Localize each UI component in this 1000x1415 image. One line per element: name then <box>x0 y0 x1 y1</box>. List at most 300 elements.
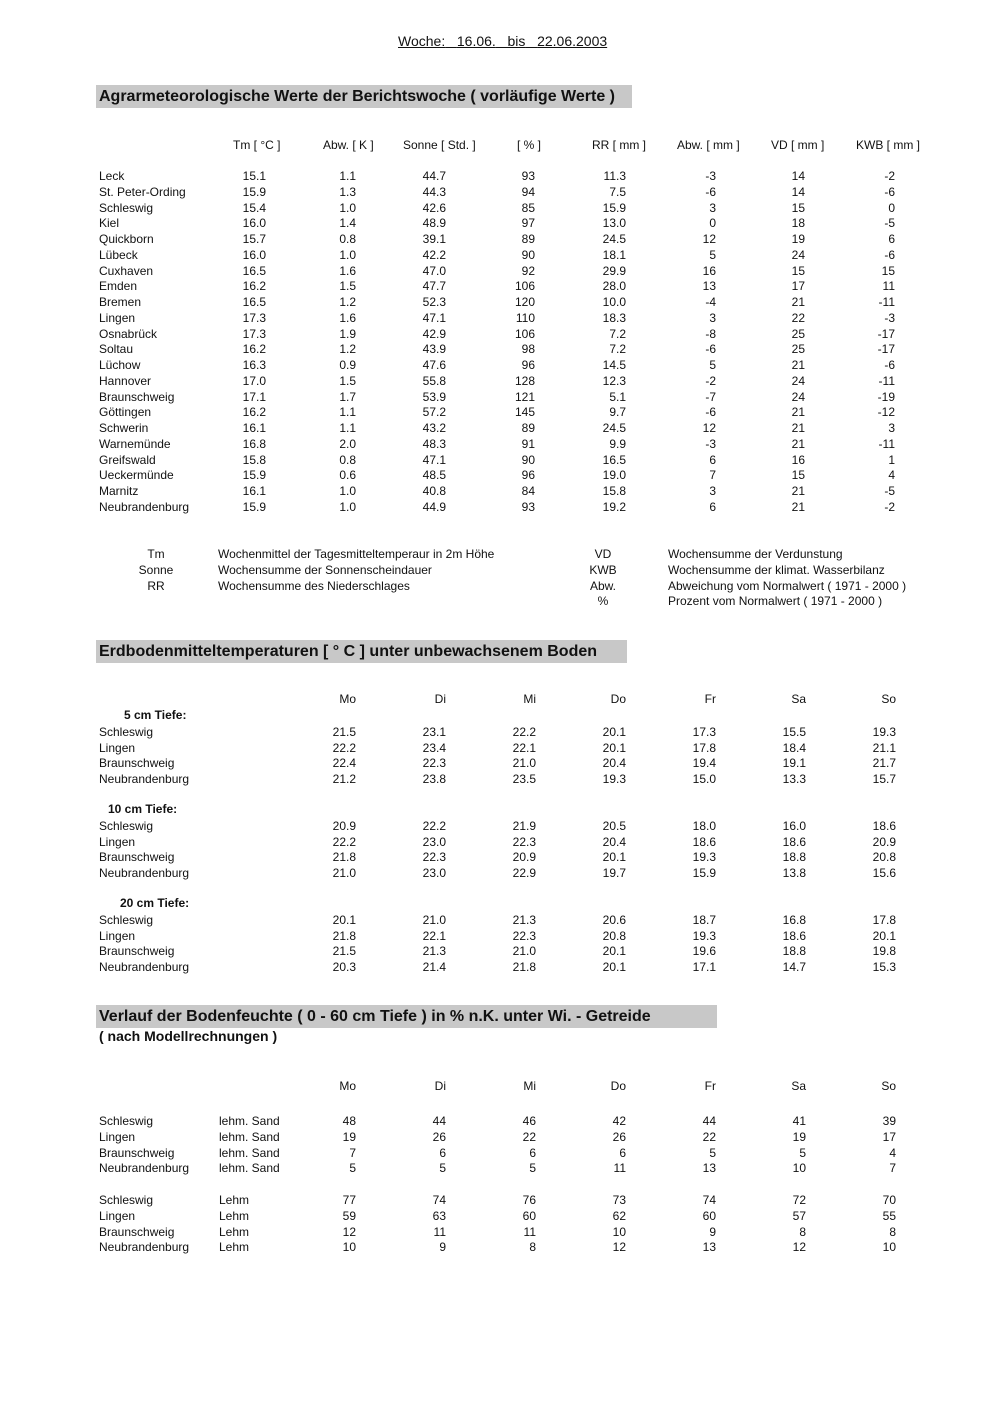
table-cell: 47.0 <box>422 263 446 278</box>
table-cell: 6 <box>709 499 716 514</box>
table-cell: 17 <box>791 279 805 294</box>
table-cell: 17.3 <box>242 326 266 341</box>
table-cell: 15 <box>791 468 805 483</box>
table-cell: 16.0 <box>242 247 266 262</box>
table-cell: 60 <box>702 1208 716 1223</box>
table-row <box>0 467 1000 483</box>
table-cell: 0.6 <box>339 468 356 483</box>
table-cell: 90 <box>521 452 535 467</box>
table-cell: 21 <box>791 295 805 309</box>
day-header: Do <box>610 1079 626 1093</box>
table-row <box>0 499 1000 515</box>
table-cell: 9 <box>709 1224 716 1239</box>
legend-abbr: Tm <box>147 547 165 561</box>
table-cell: -2 <box>884 499 895 514</box>
table-row <box>0 943 1000 959</box>
table-cell: 5 <box>709 1145 716 1160</box>
station-name: Braunschweig <box>99 1224 175 1239</box>
column-header: [ % ] <box>517 138 542 152</box>
table-cell: 21 <box>791 421 805 435</box>
day-header: Sa <box>791 1079 806 1093</box>
table-cell: 1.1 <box>339 421 356 435</box>
table-cell: 16.8 <box>782 912 806 927</box>
table-cell: 60 <box>522 1208 536 1223</box>
table-cell: 74 <box>432 1193 446 1207</box>
table-cell: 1.2 <box>339 342 356 357</box>
table-cell: 42.9 <box>422 326 446 341</box>
column-header: Tm [ °C ] <box>233 138 281 152</box>
table-cell: 18.8 <box>782 850 806 865</box>
table-cell: 19.3 <box>692 928 716 943</box>
table-cell: 24.5 <box>602 232 626 246</box>
soil-type: lehm. Sand <box>219 1145 280 1160</box>
table-cell: -17 <box>877 342 895 357</box>
table-row <box>0 247 1000 263</box>
table-cell: 18.8 <box>782 944 806 959</box>
table-cell: 21 <box>791 405 805 420</box>
table-cell: 17.3 <box>692 724 716 739</box>
table-cell: 22.3 <box>422 756 446 771</box>
table-cell: 6 <box>709 452 716 467</box>
table-cell: 21.0 <box>422 912 446 927</box>
table-cell: -11 <box>878 373 895 388</box>
table-cell: -3 <box>705 436 716 451</box>
table-cell: 15.9 <box>602 200 626 215</box>
table-cell: 53.9 <box>422 389 446 404</box>
table-cell: 8 <box>529 1240 536 1255</box>
table-cell: 20.4 <box>602 834 626 849</box>
table-cell: 7.5 <box>609 184 626 199</box>
soil-type: Lehm <box>219 1240 250 1255</box>
table-cell: 22.2 <box>332 834 356 849</box>
table-cell: 85 <box>521 200 535 215</box>
table-cell: 41 <box>792 1114 806 1128</box>
table-row <box>0 215 1000 231</box>
table-cell: 18.4 <box>782 740 806 755</box>
table-row <box>0 436 1000 452</box>
table-cell: 4 <box>888 468 895 483</box>
table-cell: 21.4 <box>422 960 446 974</box>
legend-abbr: RR <box>147 578 165 593</box>
table-cell: 16.2 <box>242 405 266 420</box>
table-cell: 7 <box>349 1145 356 1160</box>
table-cell: 4 <box>889 1145 896 1160</box>
table-cell: 40.8 <box>422 484 446 498</box>
table-row <box>0 740 1000 756</box>
table-cell: 11.3 <box>603 169 626 183</box>
table-cell: 89 <box>521 421 535 435</box>
table-cell: 16.0 <box>242 216 266 231</box>
table-row <box>0 834 1000 850</box>
table-cell: 22 <box>702 1129 716 1144</box>
table-cell: 15.8 <box>242 452 266 467</box>
table-cell: 22.3 <box>512 928 536 943</box>
table-cell: 39.1 <box>422 232 446 246</box>
table-cell: 12.3 <box>602 373 626 388</box>
day-header: Mi <box>523 1079 536 1093</box>
table-cell: 19.0 <box>602 468 626 483</box>
table-cell: 26 <box>612 1129 626 1144</box>
table-cell: 19.2 <box>602 499 626 514</box>
table-cell: 59 <box>342 1208 356 1223</box>
station-name: Braunschweig <box>99 944 175 959</box>
table-cell: 17.1 <box>692 960 716 974</box>
table-row <box>0 724 1000 740</box>
station-name: Warnemünde <box>99 436 171 451</box>
table-cell: 21.8 <box>512 960 536 974</box>
table-cell: 20.1 <box>602 724 626 739</box>
day-header: Fr <box>704 1079 716 1093</box>
table-cell: 13.0 <box>602 216 626 231</box>
table-cell: 120 <box>514 295 535 309</box>
table-cell: 20.1 <box>602 960 626 974</box>
table-cell: 12 <box>702 421 716 435</box>
table-cell: 5 <box>799 1145 806 1160</box>
table-cell: -8 <box>705 326 716 341</box>
table-cell: -5 <box>884 484 895 498</box>
table-cell: -6 <box>705 405 716 420</box>
legend-text: Wochensumme der klimat. Wasserbilanz <box>668 562 885 577</box>
table-cell: 20.6 <box>602 912 626 927</box>
station-name: Greifswald <box>99 452 156 467</box>
legend-text: Wochensumme des Niederschlages <box>218 578 410 593</box>
table-cell: 14 <box>791 169 805 183</box>
station-name: Osnabrück <box>99 326 158 341</box>
column-header: RR [ mm ] <box>592 138 646 152</box>
table-cell: -4 <box>705 295 716 309</box>
table-cell: 21.7 <box>872 756 896 771</box>
section2-title: Erdbodenmitteltemperaturen [ ° C ] unter unbewachsenem Boden <box>96 640 627 663</box>
table-cell: 20.9 <box>332 818 356 833</box>
table-cell: 18.6 <box>692 834 716 849</box>
table-cell: 7.2 <box>609 342 626 357</box>
table-cell: 16.2 <box>242 342 266 357</box>
day-header: Mo <box>339 1079 356 1093</box>
table-cell: 89 <box>521 232 535 246</box>
table-cell: 1.5 <box>339 373 356 388</box>
station-name: Neubrandenburg <box>99 1161 190 1176</box>
day-header: Fr <box>704 692 716 706</box>
section3-title: Verlauf der Bodenfeuchte ( 0 - 60 cm Tiefe ) in % n.K. unter Wi. - Getreide <box>96 1005 717 1028</box>
legend-abbr: VD <box>594 547 612 561</box>
station-name: Lingen <box>99 1129 136 1144</box>
table-cell: 10 <box>882 1240 896 1255</box>
station-name: Emden <box>99 279 138 294</box>
table-cell: 16.2 <box>242 279 266 294</box>
legend-text: Wochensumme der Verdunstung <box>668 547 843 561</box>
table-cell: 92 <box>521 263 535 278</box>
column-header: Abw. [ mm ] <box>677 138 740 152</box>
table-cell: 5 <box>439 1161 446 1176</box>
soil-type: lehm. Sand <box>219 1114 280 1128</box>
station-name: Lingen <box>99 1208 136 1223</box>
table-cell: 1.3 <box>339 184 356 199</box>
table-cell: 22.2 <box>332 740 356 755</box>
day-header: Di <box>434 692 446 706</box>
table-row <box>0 184 1000 200</box>
table-cell: 70 <box>882 1193 896 1207</box>
table-cell: 6 <box>888 232 895 246</box>
legend-text: Prozent vom Normalwert ( 1971 - 2000 ) <box>668 594 883 609</box>
table-cell: 1.1 <box>339 169 356 183</box>
table-cell: 16.1 <box>242 421 266 435</box>
table-cell: 16.5 <box>242 295 266 309</box>
table-cell: 1.0 <box>339 247 356 262</box>
table-cell: 22.2 <box>422 818 446 833</box>
table-cell: 5 <box>529 1161 536 1176</box>
table-cell: 57 <box>792 1208 806 1223</box>
table-cell: 106 <box>514 326 535 341</box>
table-cell: 96 <box>521 468 535 483</box>
table-cell: 18.3 <box>602 310 626 325</box>
table-cell: 145 <box>514 405 535 420</box>
station-name: Schleswig <box>99 1193 154 1207</box>
station-name: Schleswig <box>99 912 154 927</box>
table-cell: 18.0 <box>692 818 716 833</box>
table-cell: 23.4 <box>422 740 446 755</box>
table-cell: 15.9 <box>242 499 266 514</box>
table-cell: 15.9 <box>242 468 266 483</box>
table-cell: 24 <box>791 389 805 404</box>
soil-type: Lehm <box>219 1193 250 1207</box>
table-cell: 15.8 <box>602 484 626 498</box>
table-cell: 21 <box>791 484 805 498</box>
station-name: Bremen <box>99 295 142 309</box>
table-cell: 15 <box>881 263 895 278</box>
table-cell: 0 <box>888 200 895 215</box>
station-name: Schleswig <box>99 200 154 215</box>
soil-type: Lehm <box>219 1208 250 1223</box>
table-cell: 43.2 <box>422 421 446 435</box>
section3-subtitle: ( nach Modellrechnungen ) <box>99 1028 278 1044</box>
legend-text: Wochensumme der Sonnenscheindauer <box>218 562 432 577</box>
station-name: Neubrandenburg <box>99 772 190 786</box>
table-cell: 44 <box>702 1114 716 1128</box>
table-cell: 20.1 <box>602 740 626 755</box>
table-cell: 47.7 <box>422 279 446 294</box>
table-cell: 18.6 <box>872 818 896 833</box>
table-cell: 13 <box>702 1240 716 1255</box>
legend-abbr: % <box>597 594 609 609</box>
table-cell: 18.6 <box>782 834 806 849</box>
table-cell: 48.9 <box>422 216 446 231</box>
table-cell: 21.1 <box>872 740 896 755</box>
table-cell: 17.1 <box>242 389 266 404</box>
depth-label: 20 cm Tiefe: <box>120 896 190 910</box>
table-row <box>0 755 1000 771</box>
table-cell: 23.0 <box>422 866 446 880</box>
table-cell: 6 <box>439 1145 446 1160</box>
table-cell: 21.3 <box>422 944 446 959</box>
table-cell: 16.8 <box>242 436 266 451</box>
table-cell: 1 <box>888 452 895 467</box>
table-row <box>0 310 1000 326</box>
depth-label: 5 cm Tiefe: <box>124 708 187 722</box>
table-cell: 13.3 <box>782 772 806 786</box>
station-name: Neubrandenburg <box>99 1240 190 1255</box>
day-header: Do <box>610 692 626 706</box>
table-cell: -12 <box>877 405 895 420</box>
table-cell: 9 <box>439 1240 446 1255</box>
table-cell: 22.3 <box>422 850 446 865</box>
table-cell: 3 <box>709 200 716 215</box>
table-cell: 19.7 <box>602 866 626 880</box>
table-cell: 21.2 <box>332 772 356 786</box>
table-cell: 22.9 <box>512 866 536 880</box>
table-cell: 0.8 <box>339 452 356 467</box>
table-cell: -6 <box>884 247 895 262</box>
table-cell: 21.0 <box>512 756 536 771</box>
table-cell: 20.5 <box>602 818 626 833</box>
table-cell: 7 <box>889 1161 896 1176</box>
table-cell: 15 <box>791 263 805 278</box>
week-to: 22.06.2003 <box>537 33 608 49</box>
table-cell: 18.7 <box>692 912 716 927</box>
table-cell: -6 <box>705 184 716 199</box>
station-name: Ueckermünde <box>99 468 174 483</box>
table-cell: 19.8 <box>872 944 896 959</box>
table-row <box>0 1224 1000 1240</box>
station-name: Cuxhaven <box>99 263 154 278</box>
station-name: Hannover <box>99 373 152 388</box>
table-cell: 73 <box>612 1193 626 1207</box>
table-cell: -17 <box>877 326 895 341</box>
table-cell: 21.0 <box>332 866 356 880</box>
table-cell: 19.4 <box>692 756 716 771</box>
table-cell: -2 <box>705 373 716 388</box>
table-cell: 12 <box>702 232 716 246</box>
table-cell: 11 <box>523 1224 536 1239</box>
table-cell: 1.5 <box>339 279 356 294</box>
table-row <box>0 1145 1000 1161</box>
table-cell: 17 <box>882 1129 896 1144</box>
table-cell: 19 <box>342 1129 356 1144</box>
table-cell: 23.5 <box>512 772 536 786</box>
table-cell: 43.9 <box>422 342 446 357</box>
table-cell: 10 <box>342 1240 356 1255</box>
table-cell: 17.3 <box>242 310 266 325</box>
table-cell: 25 <box>791 342 805 357</box>
table-cell: 15 <box>791 200 805 215</box>
table-row <box>0 865 1000 881</box>
table-cell: 18 <box>791 216 805 231</box>
table-cell: 10 <box>792 1161 806 1176</box>
table-row <box>0 483 1000 499</box>
legend-text: Wochenmittel der Tagesmitteltemperaur in 2m Höhe <box>218 547 495 561</box>
table-cell: 20.9 <box>872 834 896 849</box>
station-name: Leck <box>99 169 125 183</box>
table-cell: 8 <box>799 1224 806 1239</box>
table-row <box>0 1160 1000 1176</box>
station-name: Braunschweig <box>99 756 175 771</box>
table-cell: 20.1 <box>872 928 896 943</box>
table-cell: 23.8 <box>422 772 446 786</box>
table-cell: 44.9 <box>422 499 446 514</box>
table-cell: 21.3 <box>512 912 536 927</box>
table-cell: 22.2 <box>512 724 536 739</box>
table-row <box>0 326 1000 342</box>
table-cell: 76 <box>522 1193 536 1207</box>
table-cell: 57.2 <box>422 405 446 420</box>
table-cell: 47.1 <box>422 452 446 467</box>
column-header: KWB [ mm ] <box>856 138 920 152</box>
legend-abbr: Sonne <box>138 562 174 577</box>
table-cell: 5.1 <box>609 389 626 404</box>
table-cell: 84 <box>521 484 535 498</box>
table-row <box>0 294 1000 310</box>
table-cell: 21.8 <box>332 928 356 943</box>
report-week <box>398 33 607 49</box>
table-cell: 48.3 <box>422 436 446 451</box>
table-cell: 9.7 <box>609 405 626 420</box>
table-cell: 121 <box>514 389 535 404</box>
table-cell: 15.5 <box>782 724 806 739</box>
station-name: Lübeck <box>99 247 138 262</box>
table-cell: -6 <box>705 342 716 357</box>
table-cell: 16.0 <box>782 818 806 833</box>
table-row <box>0 168 1000 184</box>
table-cell: 28.0 <box>602 279 626 294</box>
table-cell: 25 <box>791 326 805 341</box>
table-cell: 52.3 <box>422 295 446 309</box>
table-cell: 0 <box>709 216 716 231</box>
table-cell: 8 <box>889 1224 896 1239</box>
table-row <box>0 818 1000 834</box>
station-name: Marnitz <box>99 484 139 498</box>
table-row <box>0 420 1000 436</box>
day-header: Mi <box>523 692 536 706</box>
table-cell: 16.5 <box>602 452 626 467</box>
table-cell: 106 <box>514 279 535 294</box>
table-cell: 22.4 <box>332 756 356 771</box>
table-cell: 93 <box>521 499 535 514</box>
station-name: Schleswig <box>99 1114 154 1128</box>
table-cell: 19.3 <box>692 850 716 865</box>
table-cell: -19 <box>877 389 895 404</box>
table-row <box>0 200 1000 216</box>
station-name: Quickborn <box>99 232 154 246</box>
legend-text: Abweichung vom Normalwert ( 1971 - 2000 ) <box>668 578 907 593</box>
table-cell: 29.9 <box>602 263 626 278</box>
table-cell: 17.8 <box>872 912 896 927</box>
table-cell: 47.6 <box>422 358 446 372</box>
depth-label: 10 cm Tiefe: <box>108 802 178 816</box>
table-cell: 1.0 <box>339 484 356 498</box>
table-cell: 12 <box>612 1240 626 1255</box>
soil-type: lehm. Sand <box>219 1161 280 1176</box>
station-name: Braunschweig <box>99 850 175 865</box>
table-cell: 0.8 <box>339 232 356 246</box>
table-cell: 20.8 <box>602 928 626 943</box>
table-cell: 19.3 <box>602 772 626 786</box>
station-name: Schleswig <box>99 724 154 739</box>
table-cell: 15.0 <box>692 772 716 786</box>
table-cell: 62 <box>612 1208 626 1223</box>
table-cell: 42 <box>612 1114 626 1128</box>
table-row <box>0 373 1000 389</box>
table-cell: -11 <box>878 436 895 451</box>
table-cell: 24 <box>791 247 805 262</box>
table-cell: 26 <box>432 1129 446 1144</box>
table-cell: 3 <box>709 310 716 325</box>
station-name: St. Peter-Ording <box>99 184 186 199</box>
table-cell: 42.6 <box>422 200 446 215</box>
table-cell: 24 <box>791 373 805 388</box>
table-cell: 1.0 <box>339 200 356 215</box>
station-name: Neubrandenburg <box>99 866 190 880</box>
station-name: Lüchow <box>99 358 141 372</box>
section1-title: Agrarmeteorologische Werte der Berichtswoche ( vorläufige Werte ) <box>96 85 632 108</box>
